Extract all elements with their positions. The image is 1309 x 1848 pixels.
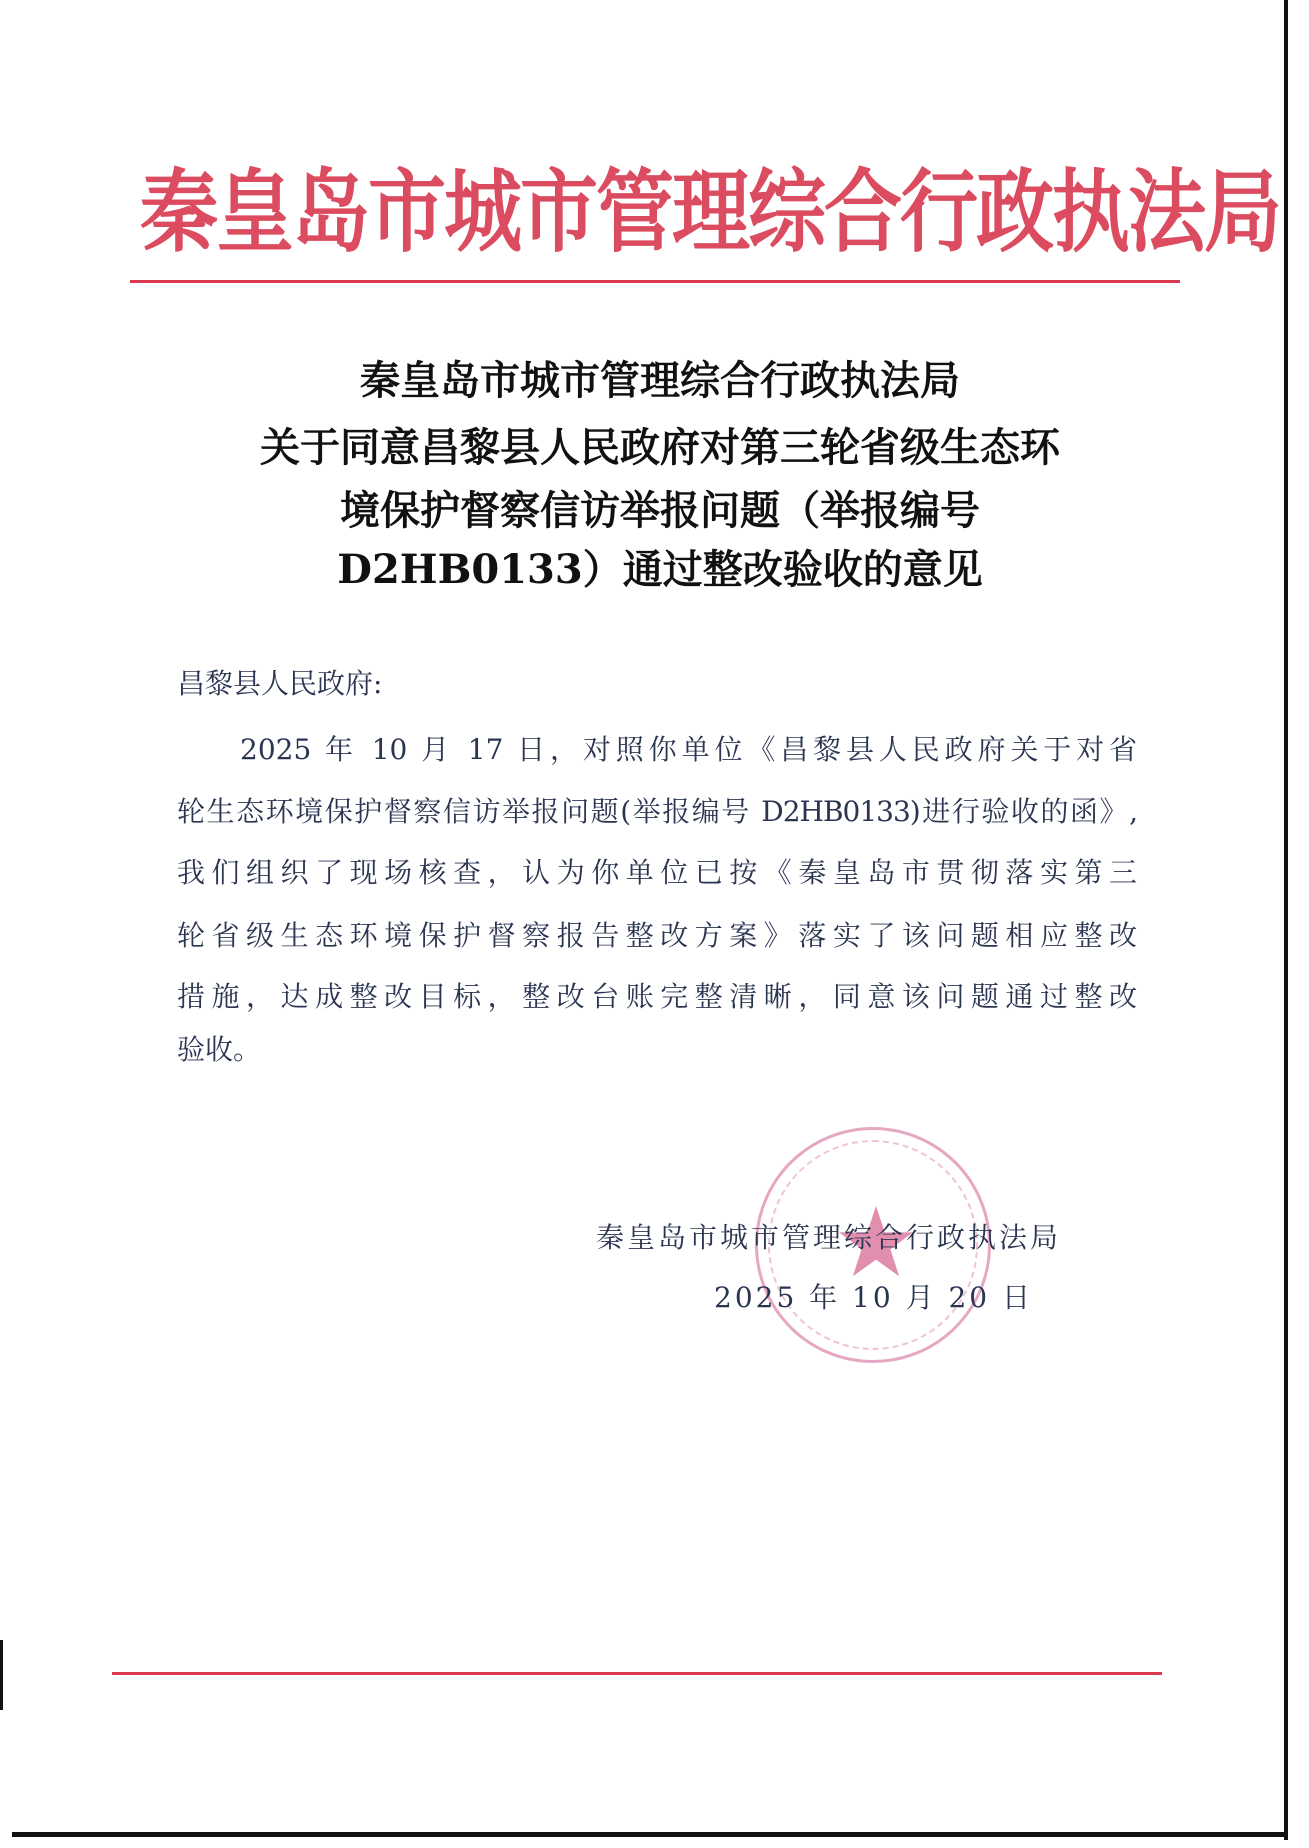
footer-divider	[112, 1672, 1162, 1675]
scan-edge-bottom	[12, 1832, 1288, 1837]
scan-edge-right	[1284, 0, 1288, 1840]
signature-date: 2025 年 10 月 20 日	[714, 1281, 1034, 1314]
body-line: 轮省级生态环境保护督察报告整改方案》落实了该问题相应整改	[177, 919, 1137, 952]
scan-edge-left-mark	[0, 1640, 3, 1710]
document-title-line-3: 境保护督察信访举报问题（举报编号	[340, 487, 980, 534]
body-line: 我们组织了现场核查，认为你单位已按《秦皇岛市贯彻落实第三	[177, 856, 1137, 889]
body-line: 轮生态环境保护督察信访举报问题(举报编号 D2HB0133)进行验收的函》,	[177, 795, 1137, 828]
masthead-divider	[130, 280, 1180, 283]
body-line: 2025 年 10 月 17 日，对照你单位《昌黎县人民政府关于对省	[240, 733, 1137, 766]
document-title-line-4: D2HB0133）通过整改验收的意见	[337, 546, 983, 593]
body-line: 措施，达成整改目标，整改台账完整清晰，同意该问题通过整改	[177, 980, 1137, 1013]
salutation: 昌黎县人民政府:	[177, 667, 383, 700]
masthead-title: 秦皇岛市城市管理综合行政执法局	[140, 160, 1281, 265]
body-line: 验收。	[177, 1033, 262, 1066]
document-title-line-1: 秦皇岛市城市管理综合行政执法局	[360, 357, 960, 404]
document-title-line-2: 关于同意昌黎县人民政府对第三轮省级生态环	[260, 424, 1060, 471]
signature-organization: 秦皇岛市城市管理综合行政执法局	[596, 1221, 1062, 1254]
